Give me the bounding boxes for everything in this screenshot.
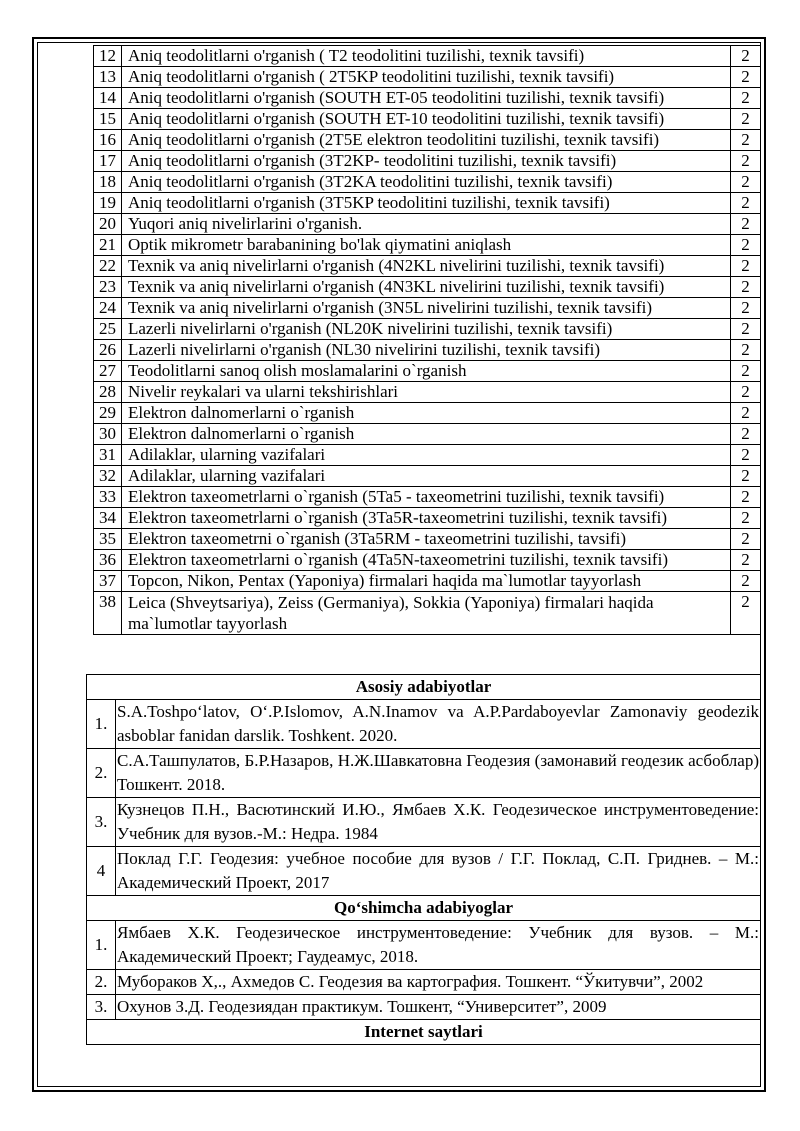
topic-hours: 2	[731, 88, 761, 109]
topic-number: 33	[94, 487, 122, 508]
topic-row	[94, 277, 761, 298]
literature-text: Поклад Г.Г. Геодезия: учебное пособие для вузов / Г.Г. Поклад, С.П. Гриднев. – М.: Академический Проект, 2017	[116, 847, 761, 896]
literature-row	[87, 798, 761, 847]
topic-title: Lazerli nivelirlarni o'rganish (NL20K nivelirini tuzilishi, texnik tavsifi)	[122, 319, 731, 340]
topic-title: Aniq teodolitlarni o'rganish (SOUTH ET-05 teodolitini tuzilishi, texnik tavsifi)	[122, 88, 731, 109]
literature-text: Ямбаев Х.К. Геодезическое инструментоведение: Учебник для вузов. – М.: Академический Проект; Гаудеамус, 2018.	[116, 921, 761, 970]
topic-row	[94, 340, 761, 361]
topic-number: 20	[94, 214, 122, 235]
topic-number: 18	[94, 172, 122, 193]
topic-hours: 2	[731, 172, 761, 193]
topic-number: 15	[94, 109, 122, 130]
topic-title: Optik mikrometr barabanining bo'lak qiymatini aniqlash	[122, 235, 731, 256]
topic-title: Topcon, Nikon, Pentax (Yaponiya) firmalari haqida ma`lumotlar tayyorlash	[122, 571, 731, 592]
topic-number: 26	[94, 340, 122, 361]
topic-title: Nivelir reykalari va ularni tekshirishlari	[122, 382, 731, 403]
topic-title: Aniq teodolitlarni o'rganish ( 2T5KP teodolitini tuzilishi, texnik tavsifi)	[122, 67, 731, 88]
topic-row	[94, 382, 761, 403]
topic-row	[94, 172, 761, 193]
topic-title: Texnik va aniq nivelirlarni o'rganish (3N5L nivelirini tuzilishi, texnik tavsifi)	[122, 298, 731, 319]
topic-number: 30	[94, 424, 122, 445]
topic-title: Aniq teodolitlarni o'rganish (2T5E elektron teodolitini tuzilishi, texnik tavsifi)	[122, 130, 731, 151]
topic-row	[94, 88, 761, 109]
literature-number: 2.	[87, 749, 116, 798]
topic-row	[94, 571, 761, 592]
literature-row	[87, 700, 761, 749]
topic-number: 13	[94, 67, 122, 88]
topic-row	[94, 130, 761, 151]
internet-sites-heading-row	[87, 1020, 761, 1045]
topic-title: Aniq teodolitlarni o'rganish (3T5KP teodolitini tuzilishi, texnik tavsifi)	[122, 193, 731, 214]
topic-number: 24	[94, 298, 122, 319]
topic-hours: 2	[731, 193, 761, 214]
topic-number: 31	[94, 445, 122, 466]
topics-table-body	[94, 46, 761, 635]
topic-hours: 2	[731, 277, 761, 298]
literature-row	[87, 847, 761, 896]
topic-number: 21	[94, 235, 122, 256]
topic-number: 17	[94, 151, 122, 172]
topic-number: 36	[94, 550, 122, 571]
topic-number: 14	[94, 88, 122, 109]
literature-row	[87, 970, 761, 995]
main-literature-heading: Asosiy adabiyotlar	[87, 675, 761, 700]
topic-row	[94, 151, 761, 172]
literature-number: 1.	[87, 700, 116, 749]
topic-row	[94, 361, 761, 382]
practical-topics-table	[93, 45, 761, 635]
topic-title: Aniq teodolitlarni o'rganish (3T2KA teodolitini tuzilishi, texnik tavsifi)	[122, 172, 731, 193]
topic-row	[94, 508, 761, 529]
topic-title: Aniq teodolitlarni o'rganish ( T2 teodolitini tuzilishi, texnik tavsifi)	[122, 46, 731, 67]
topic-hours: 2	[731, 151, 761, 172]
topic-hours: 2	[731, 466, 761, 487]
topic-hours: 2	[731, 256, 761, 277]
topic-number: 37	[94, 571, 122, 592]
literature-text: Мубораков Х,., Ахмедов С. Геодезия ва картография. Тошкент. “Ўкитувчи”, 2002	[116, 970, 761, 995]
literature-number: 3.	[87, 995, 116, 1020]
topic-title: Elektron taxeometrlarni o`rganish (4Ta5N-taxeometrini tuzilishi, texnik tavsifi)	[122, 550, 731, 571]
topic-title: Texnik va aniq nivelirlarni o'rganish (4N3KL nivelirini tuzilishi, texnik tavsifi)	[122, 277, 731, 298]
topic-number: 27	[94, 361, 122, 382]
topic-hours: 2	[731, 298, 761, 319]
topic-row	[94, 529, 761, 550]
topic-hours: 2	[731, 571, 761, 592]
topic-title: Elektron taxeometrni o`rganish (3Ta5RM - taxeometrini tuzilishi, tavsifi)	[122, 529, 731, 550]
topic-number: 34	[94, 508, 122, 529]
literature-row	[87, 995, 761, 1020]
topic-row	[94, 235, 761, 256]
topic-hours: 2	[731, 529, 761, 550]
literature-row	[87, 749, 761, 798]
additional-literature-heading-row	[87, 896, 761, 921]
topic-title: Elektron taxeometrlarni o`rganish (3Ta5R-taxeometrini tuzilishi, texnik tavsifi)	[122, 508, 731, 529]
topic-row	[94, 256, 761, 277]
additional-literature-heading: Qo‘shimcha adabiyoglar	[87, 896, 761, 921]
topic-row	[94, 466, 761, 487]
topic-number: 28	[94, 382, 122, 403]
topic-hours: 2	[731, 340, 761, 361]
topic-hours: 2	[731, 214, 761, 235]
topic-hours: 2	[731, 235, 761, 256]
topic-row	[94, 67, 761, 88]
literature-table	[86, 674, 761, 1045]
literature-number: 2.	[87, 970, 116, 995]
topic-number: 12	[94, 46, 122, 67]
topic-row	[94, 319, 761, 340]
literature-text: S.A.Toshpo‘latov, O‘.P.Islomov, A.N.Inamov va A.P.Pardaboyevlar Zamonaviy geodezik asboblar fanidan darslik. Toshkent. 2020.	[116, 700, 761, 749]
topic-row	[94, 46, 761, 67]
topic-hours: 2	[731, 403, 761, 424]
topic-number: 29	[94, 403, 122, 424]
topic-hours: 2	[731, 508, 761, 529]
topic-title: Leica (Shveytsariya), Zeiss (Germaniya), Sokkia (Yaponiya) firmalari haqida ma`lumotlar tayyorlash	[122, 592, 731, 635]
topic-row	[94, 550, 761, 571]
topic-title: Aniq teodolitlarni o'rganish (3T2KP- teodolitini tuzilishi, texnik tavsifi)	[122, 151, 731, 172]
topic-title: Yuqori aniq nivelirlarini o'rganish.	[122, 214, 731, 235]
topic-number: 25	[94, 319, 122, 340]
literature-text: Охунов З.Д. Геодезиядан практикум. Тошкент, “Университет”, 2009	[116, 995, 761, 1020]
topic-row	[94, 403, 761, 424]
topic-number: 23	[94, 277, 122, 298]
topic-hours: 2	[731, 67, 761, 88]
topic-title: Elektron dalnomerlarni o`rganish	[122, 424, 731, 445]
topic-hours: 2	[731, 487, 761, 508]
topic-title: Teodolitlarni sanoq olish moslamalarini o`rganish	[122, 361, 731, 382]
topic-number: 22	[94, 256, 122, 277]
topic-title: Adilaklar, ularning vazifalari	[122, 445, 731, 466]
topic-hours: 2	[731, 361, 761, 382]
topic-title: Lazerli nivelirlarni o'rganish (NL30 nivelirini tuzilishi, texnik tavsifi)	[122, 340, 731, 361]
topic-hours: 2	[731, 382, 761, 403]
topic-number: 19	[94, 193, 122, 214]
literature-row	[87, 921, 761, 970]
topic-title: Adilaklar, ularning vazifalari	[122, 466, 731, 487]
topic-number: 38	[94, 592, 122, 635]
topic-title: Aniq teodolitlarni o'rganish (SOUTH ET-10 teodolitini tuzilishi, texnik tavsifi)	[122, 109, 731, 130]
literature-text: Кузнецов П.Н., Васютинский И.Ю., Ямбаев Х.К. Геодезическое инструментоведение: Учебник для вузов.-М.: Недра. 1984	[116, 798, 761, 847]
topic-number: 35	[94, 529, 122, 550]
topic-hours: 2	[731, 319, 761, 340]
literature-text: С.А.Ташпулатов, Б.Р.Назаров, Н.Ж.Шавкатовна Геодезия (замонавий геодезик асбоблар) Тошкент. 2018.	[116, 749, 761, 798]
topic-hours: 2	[731, 109, 761, 130]
topic-hours: 2	[731, 46, 761, 67]
topic-row	[94, 214, 761, 235]
internet-sites-heading: Internet saytlari	[87, 1020, 761, 1045]
literature-number: 1.	[87, 921, 116, 970]
literature-number: 4	[87, 847, 116, 896]
topic-hours: 2	[731, 424, 761, 445]
topic-hours: 2	[731, 592, 761, 635]
topic-hours: 2	[731, 445, 761, 466]
topic-number: 32	[94, 466, 122, 487]
topic-row	[94, 424, 761, 445]
topic-title: Elektron dalnomerlarni o`rganish	[122, 403, 731, 424]
topic-row	[94, 592, 761, 635]
topic-title: Elektron taxeometrlarni o`rganish (5Ta5 - taxeometrini tuzilishi, texnik tavsifi)	[122, 487, 731, 508]
topic-title: Texnik va aniq nivelirlarni o'rganish (4N2KL nivelirini tuzilishi, texnik tavsifi)	[122, 256, 731, 277]
main-literature-heading-row	[87, 675, 761, 700]
topic-row	[94, 109, 761, 130]
topic-row	[94, 298, 761, 319]
topic-row	[94, 445, 761, 466]
topic-row	[94, 193, 761, 214]
topic-row	[94, 487, 761, 508]
literature-number: 3.	[87, 798, 116, 847]
topic-hours: 2	[731, 550, 761, 571]
topic-hours: 2	[731, 130, 761, 151]
topic-number: 16	[94, 130, 122, 151]
